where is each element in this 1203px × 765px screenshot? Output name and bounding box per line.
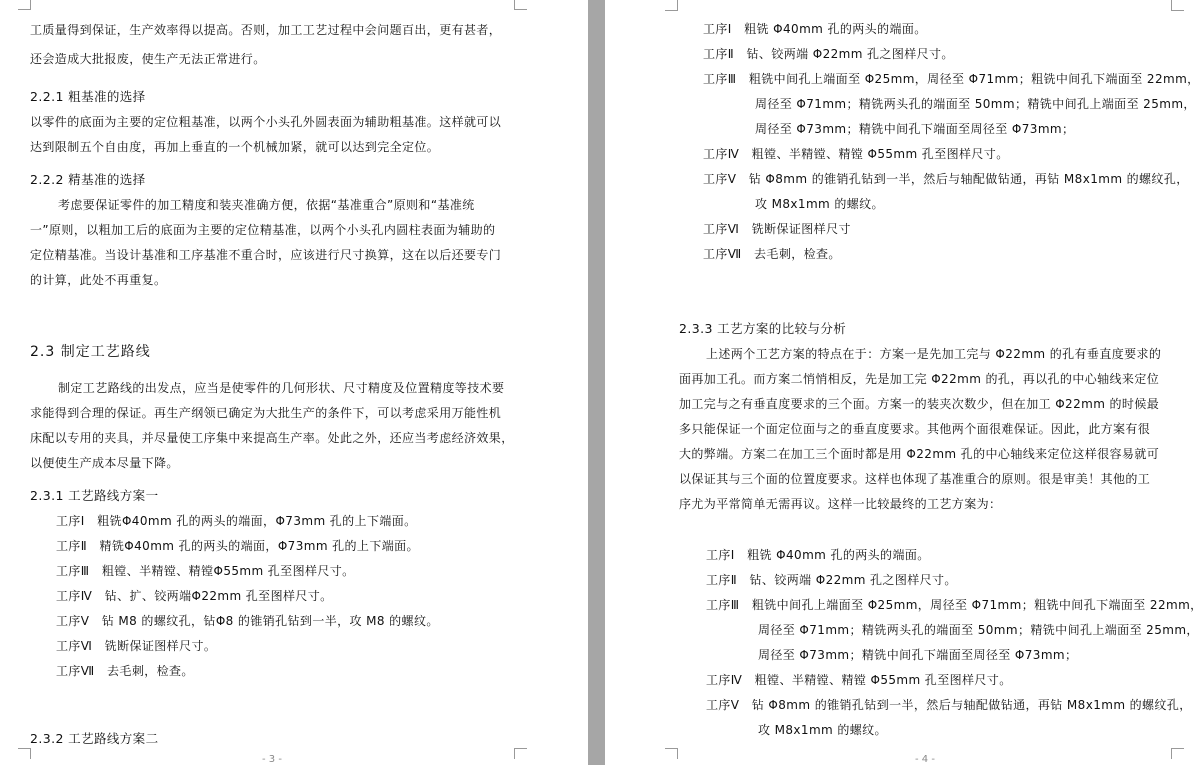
body-line: 多只能保证一个面定位面与之的垂直度要求。其他两个面很难保证。因此，此方案有很 xyxy=(679,422,1151,436)
crop-mark xyxy=(18,748,31,759)
heading-2-3-1: 2.3.1 工艺路线方案一 xyxy=(30,488,159,503)
body-line: 以零件的底面为主要的定位粗基准，以两个小头孔外圆表面为辅助粗基准。这样就可以 xyxy=(30,115,502,129)
process-step: 工序Ⅵ 铣断保证图样尺寸 xyxy=(703,222,851,236)
process-step: 工序Ⅵ 铣断保证图样尺寸。 xyxy=(56,639,217,653)
body-line: 加工完与之有垂直度要求的三个面。方案一的装夹次数少，但在加工 Φ22mm 的时候最 xyxy=(679,397,1160,411)
body-line: 上述两个工艺方案的特点在于：方案一是先加工完与 Φ22mm 的孔有垂直度要求的 xyxy=(706,347,1162,361)
crop-mark xyxy=(665,748,678,759)
body-line: 序尤为平常简单无需再议。这样一比较最终的工艺方案为： xyxy=(679,497,1002,511)
process-step: 工序Ⅱ 钻、铰两端 Φ22mm 孔之图样尺寸。 xyxy=(703,47,954,61)
page-gap xyxy=(588,0,605,765)
process-step: 工序Ⅰ 粗铣 Φ40mm 孔的两头的端面。 xyxy=(703,22,927,36)
body-line: 考虑要保证零件的加工精度和装夹准确方便，依据“基准重合”原则和“基准统 xyxy=(58,198,475,212)
process-step: 工序Ⅰ 粗铣 Φ40mm 孔的两头的端面。 xyxy=(706,548,930,562)
body-line: 一”原则，以粗加工后的底面为主要的定位精基准，以两个小头孔内圆柱表面为辅助的 xyxy=(30,223,496,237)
process-step-cont: 攻 M8x1mm 的螺纹。 xyxy=(755,197,884,211)
process-step-cont: 周径至 Φ73mm；精铣中间孔下端面至周径至 Φ73mm； xyxy=(755,122,1075,136)
process-step: 工序Ⅱ 精铣Φ40mm 孔的两头的端面，Φ73mm 孔的上下端面。 xyxy=(56,539,419,553)
crop-mark xyxy=(665,0,678,11)
process-step: 工序Ⅲ 粗镗、半精镗、精镗Φ55mm 孔至图样尺寸。 xyxy=(56,564,355,578)
process-step-cont: 周径至 Φ71mm；精铣两头孔的端面至 50mm；精铣中间孔上端面至 25mm， xyxy=(758,623,1199,637)
crop-mark xyxy=(1171,748,1184,759)
page-number: - 4 - xyxy=(915,754,935,765)
crop-mark xyxy=(18,0,31,10)
process-step: 工序Ⅴ 钻 Φ8mm 的锥销孔钻到一半，然后与轴配做钻通，再钻 M8x1mm 的螺纹孔， xyxy=(706,698,1192,712)
process-step: 工序Ⅰ 粗铣Φ40mm 孔的两头的端面，Φ73mm 孔的上下端面。 xyxy=(56,514,417,528)
body-line: 面再加工孔。而方案二悄悄相反，先是加工完 Φ22mm 的孔，再以孔的中心轴线来定位 xyxy=(679,372,1160,386)
body-line: 求能得到合理的保证。再生产纲领已确定为大批生产的条件下，可以考虑采用万能性机 xyxy=(30,406,502,420)
process-step: 工序Ⅴ 钻 Φ8mm 的锥销孔钻到一半，然后与轴配做钻通，再钻 M8x1mm 的螺纹孔， xyxy=(703,172,1189,186)
heading-2-2-2: 2.2.2 精基准的选择 xyxy=(30,172,146,187)
crop-mark xyxy=(514,0,527,10)
process-step-cont: 攻 M8x1mm 的螺纹。 xyxy=(758,723,887,737)
document-page-3 xyxy=(0,0,588,765)
heading-2-2-1: 2.2.1 粗基准的选择 xyxy=(30,89,146,104)
process-step: 工序Ⅱ 钻、铰两端 Φ22mm 孔之图样尺寸。 xyxy=(706,573,957,587)
body-line: 床配以专用的夹具，并尽量使工序集中来提高生产率。处此之外，还应当考虑经济效果， xyxy=(30,431,514,445)
process-step: 工序Ⅶ 去毛刺，检查。 xyxy=(703,247,841,261)
body-line: 以便使生产成本尽量下降。 xyxy=(30,456,179,470)
body-line: 工质量得到保证，生产效率得以提高。否则，加工工艺过程中会问题百出，更有甚者， xyxy=(30,23,502,37)
body-line: 的计算，此处不再重复。 xyxy=(30,273,167,287)
heading-2-3: 2.3 制定工艺路线 xyxy=(30,344,151,360)
body-line: 以保证其与三个面的位置度要求。这样也体现了基准重合的原则。很是审美！其他的工 xyxy=(679,472,1151,486)
body-line: 达到限制五个自由度，再加上垂直的一个机械加紧，就可以达到完全定位。 xyxy=(30,140,440,154)
crop-mark xyxy=(1171,0,1184,11)
heading-2-3-2: 2.3.2 工艺路线方案二 xyxy=(30,731,159,746)
process-step-cont: 周径至 Φ71mm；精铣两头孔的端面至 50mm；精铣中间孔上端面至 25mm， xyxy=(755,97,1196,111)
document-page-4 xyxy=(605,0,1203,765)
heading-2-3-3: 2.3.3 工艺方案的比较与分析 xyxy=(679,321,847,336)
process-step: 工序Ⅲ 粗铣中间孔上端面至 Φ25mm，周径至 Φ71mm；粗铣中间孔下端面至 22mm， xyxy=(703,72,1200,86)
process-step: 工序Ⅴ 钻 M8 的螺纹孔，钻Φ8 的锥销孔钻到一半，攻 M8 的螺纹。 xyxy=(56,614,439,628)
process-step: 工序Ⅳ 粗镗、半精镗、精镗 Φ55mm 孔至图样尺寸。 xyxy=(706,673,1012,687)
crop-mark xyxy=(514,748,527,759)
process-step-cont: 周径至 Φ73mm；精铣中间孔下端面至周径至 Φ73mm； xyxy=(758,648,1078,662)
body-line: 制定工艺路线的出发点，应当是使零件的几何形状、尺寸精度及位置精度等技术要 xyxy=(58,381,505,395)
process-step: 工序Ⅳ 粗镗、半精镗、精镗 Φ55mm 孔至图样尺寸。 xyxy=(703,147,1009,161)
process-step: 工序Ⅳ 钻、扩、铰两端Φ22mm 孔至图样尺寸。 xyxy=(56,589,333,603)
body-line: 还会造成大批报废，使生产无法正常进行。 xyxy=(30,52,266,66)
body-line: 大的弊端。方案二在加工三个面时都是用 Φ22mm 孔的中心轴线来定位这样很容易就可 xyxy=(679,447,1160,461)
page-number: - 3 - xyxy=(262,754,282,765)
process-step: 工序Ⅲ 粗铣中间孔上端面至 Φ25mm，周径至 Φ71mm；粗铣中间孔下端面至 22mm， xyxy=(706,598,1203,612)
process-step: 工序Ⅶ 去毛刺，检查。 xyxy=(56,664,194,678)
body-line: 定位精基准。当设计基准和工序基准不重合时，应该进行尺寸换算，这在以后还要专门 xyxy=(30,248,502,262)
